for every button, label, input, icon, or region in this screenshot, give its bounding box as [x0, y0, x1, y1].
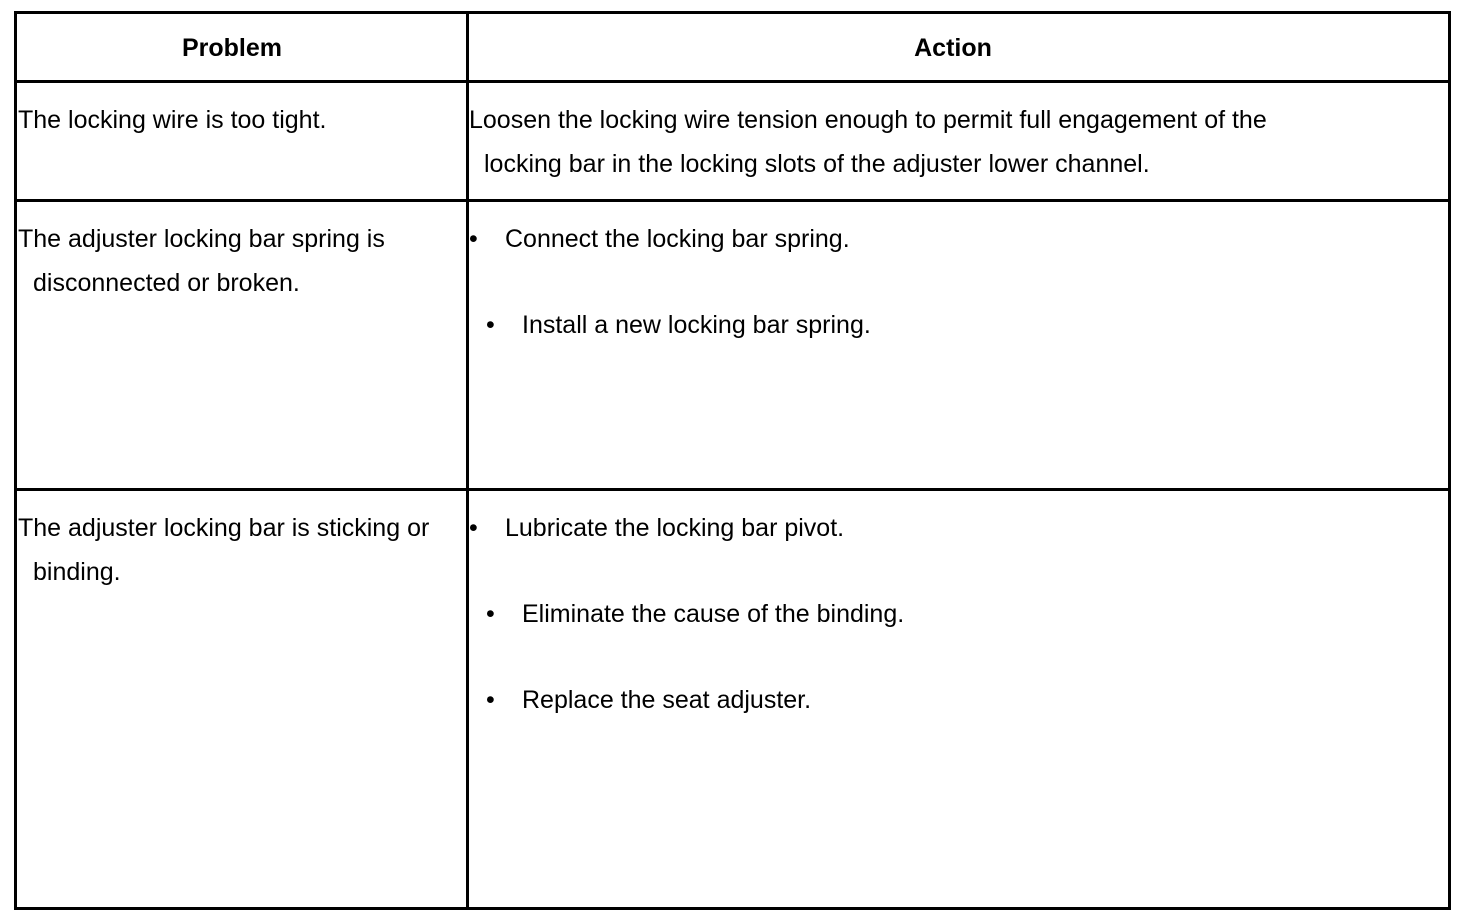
troubleshooting-table [14, 11, 1451, 910]
header-divider [17, 80, 1448, 83]
row1-action-line1: Loosen the locking wire tension enough to permit full engagement of the [469, 106, 1267, 134]
row3-action-item3-text: Replace the seat adjuster. [522, 686, 812, 714]
row3-action-item2 [469, 592, 1444, 636]
row1-action [469, 98, 1444, 186]
row2-action [469, 217, 1444, 347]
row2-problem-line1: The adjuster locking bar spring is [18, 225, 385, 253]
bullet-icon: • [469, 225, 478, 253]
row3-action-item2-text: Eliminate the cause of the binding. [522, 600, 905, 628]
row3-problem-line1: The adjuster locking bar is sticking or [18, 514, 430, 542]
row3-problem-line2: binding. [33, 558, 121, 586]
bullet-icon: • [486, 600, 495, 628]
row2-problem [18, 217, 464, 305]
header-problem: Problem [181, 34, 283, 62]
row3-problem [18, 506, 464, 594]
row2-action-item2-text: Install a new locking bar spring. [522, 311, 871, 339]
row3-action-item1-text: Lubricate the locking bar pivot. [505, 514, 845, 542]
row1-problem [18, 98, 464, 142]
row-divider-2 [17, 488, 1448, 491]
row2-problem-line2: disconnected or broken. [33, 269, 300, 297]
row2-action-item1 [469, 217, 1444, 261]
bullet-icon: • [486, 311, 495, 339]
row1-action-line2: locking bar in the locking slots of the adjuster lower channel. [484, 150, 1150, 178]
row-divider-1 [17, 199, 1448, 202]
row2-action-item1-text: Connect the locking bar spring. [505, 225, 850, 253]
row3-action [469, 506, 1444, 722]
row3-action-item3 [469, 678, 1444, 722]
row3-action-item1 [469, 506, 1444, 550]
bullet-icon: • [486, 686, 495, 714]
row1-problem-line1: The locking wire is too tight. [18, 106, 327, 134]
header-action: Action [914, 34, 992, 62]
row2-action-item2 [469, 303, 1444, 347]
bullet-icon: • [469, 514, 478, 542]
